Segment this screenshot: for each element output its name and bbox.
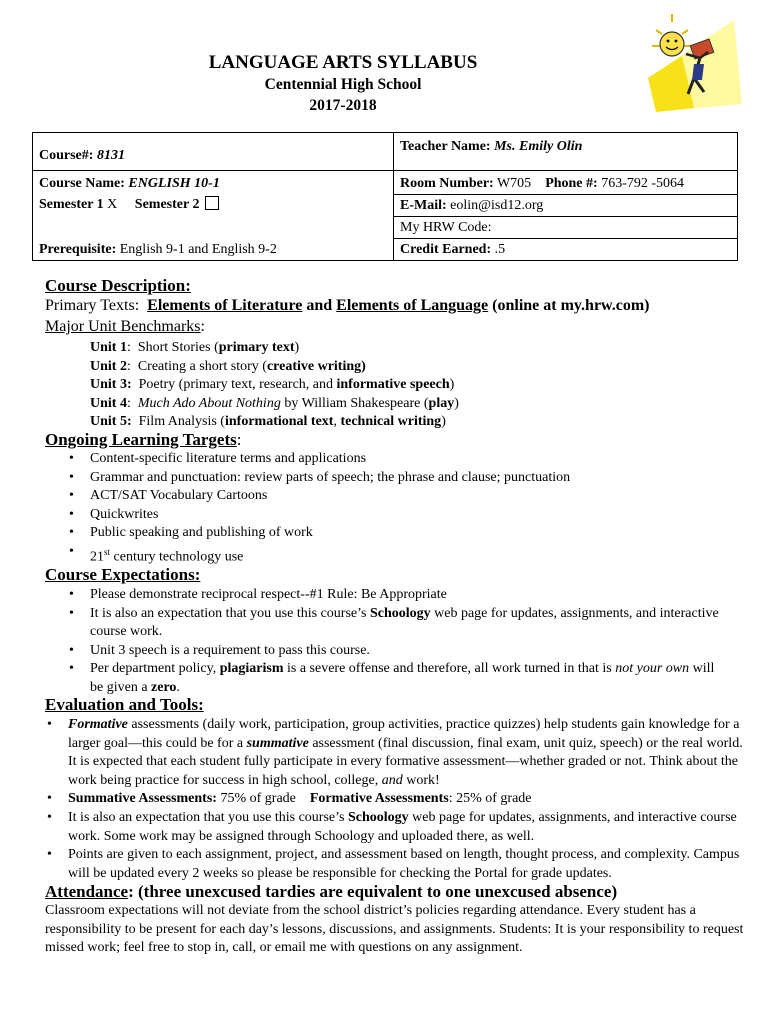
credit-label: Credit Earned: [400,242,492,257]
semester2-label: Semester 2 [134,197,200,212]
evaluation-list [43,716,748,883]
primary-texts: Primary Texts: Elements of Literature and Elements of Language (online at my.hrw.com) [45,297,650,314]
targets-heading: Ongoing Learning Targets: [45,430,242,449]
email-address: eolin@isd12.org [450,198,544,213]
room-number: W705 [496,176,532,191]
sun-reader-logo [642,8,752,118]
course-description-heading: Course Description: [45,276,191,295]
list-item: • Grammar and punctuation: review parts of speech; the phrase and clause; punctuation [65,469,755,488]
school-year: 2017-2018 [309,97,377,114]
list-item: • It is also an expectation that you use this course’s Schoology web page for updates, assignments, and interactive course work. Some work may be assigned through Schoology and uploaded there, as well. [43,809,748,846]
expectations-heading: Course Expectations: [45,565,201,584]
phone-number: 763-792 -5064 [601,176,685,191]
benchmarks-heading: Major Unit Benchmarks: [45,318,205,335]
course-info-table [32,132,738,261]
evaluation-heading: Evaluation and Tools: [45,695,204,714]
list-item: • Formative assessments (daily work, participation, group activities, practice quizzes) help students gain knowledge for a larger goal—this could be for a summative assessment (final discussion, final exam, unit quiz, speech) or the real world. It is expected that each student fully participate in every formative assessment—whether graded or not. Think about the work being practice for success in high school, college, and work! [43,716,748,790]
course-num: 8131 [96,148,125,163]
unit-2: Unit 2: Creating a short story (creative writing) [90,358,366,374]
list-item: • Per department policy, plagiarism is a severe offense and therefore, all work turned in that is not your own will be given a zero. [65,660,725,697]
course-name: ENGLISH 10-1 [128,176,220,191]
list-item: • 21st century technology use [65,543,755,567]
list-item: • Quickwrites [65,506,755,525]
prereq-label: Prerequisite: [39,241,117,257]
email-label: E-Mail: [400,198,447,213]
page-title: LANGUAGE ARTS SYLLABUS [208,52,478,73]
attendance-body: Classroom expectations will not deviate from the school district’s policies regarding attendance. Every student has a responsibility to be present for each day’s lessons, discussions, and assignments. Students: It is your responsibility to request missed work; feel free to stop in, call, or email me with questions on any assignment. [45,903,744,956]
list-item: • Points are given to each assignment, project, and assessment based on length, thought process, and complexity. Campus will be updated every 2 weeks so please be responsible for checking the Portal for grade updates. [43,846,748,883]
hrw-code: My HRW Code: [400,220,492,235]
unit-1: Unit 1: Short Stories (primary text) [90,340,300,355]
semester1-label: Semester 1 [39,197,104,212]
course-name-label: Course Name: [39,176,125,191]
list-item: • Summative Assessments: 75% of grade Formative Assessments: 25% of grade [43,790,748,809]
credit-value: .5 [494,242,506,257]
list-item: • Unit 3 speech is a requirement to pass this course. [65,642,725,661]
teacher-label: Teacher Name: [400,139,491,154]
list-item: • Public speaking and publishing of work [65,524,755,543]
teacher-name: Ms. Emily Olin [494,139,583,154]
unit-4: Unit 4: Much Ado About Nothing by William Shakespeare (play) [90,395,459,411]
unit-5: Unit 5: Film Analysis (informational text, technical writing) [90,414,446,430]
targets-list [65,450,755,567]
semester2-checkbox [205,196,219,210]
list-item: • Please demonstrate reciprocal respect--#1 Rule: Be Appropriate [65,586,725,605]
list-item: • ACT/SAT Vocabulary Cartoons [65,487,755,506]
school-name: Centennial High School [264,76,422,93]
semester1-mark: X [107,197,118,212]
room-label: Room Number: [400,176,494,191]
phone-label: Phone #: [545,176,598,191]
prereq-value: English 9-1 and English 9-2 [119,241,277,257]
unit-3: Unit 3: Poetry (primary text, research, and informative speech) [90,377,455,393]
course-num-label: Course#: [39,148,94,163]
attendance-heading: Attendance: (three unexcused tardies are equivalent to one unexcused absence) [45,882,618,901]
list-item: • Content-specific literature terms and applications [65,450,755,469]
list-item: • It is also an expectation that you use this course’s Schoology web page for updates, assignments, and interactive course work. [65,605,725,642]
expectations-list [65,586,725,698]
